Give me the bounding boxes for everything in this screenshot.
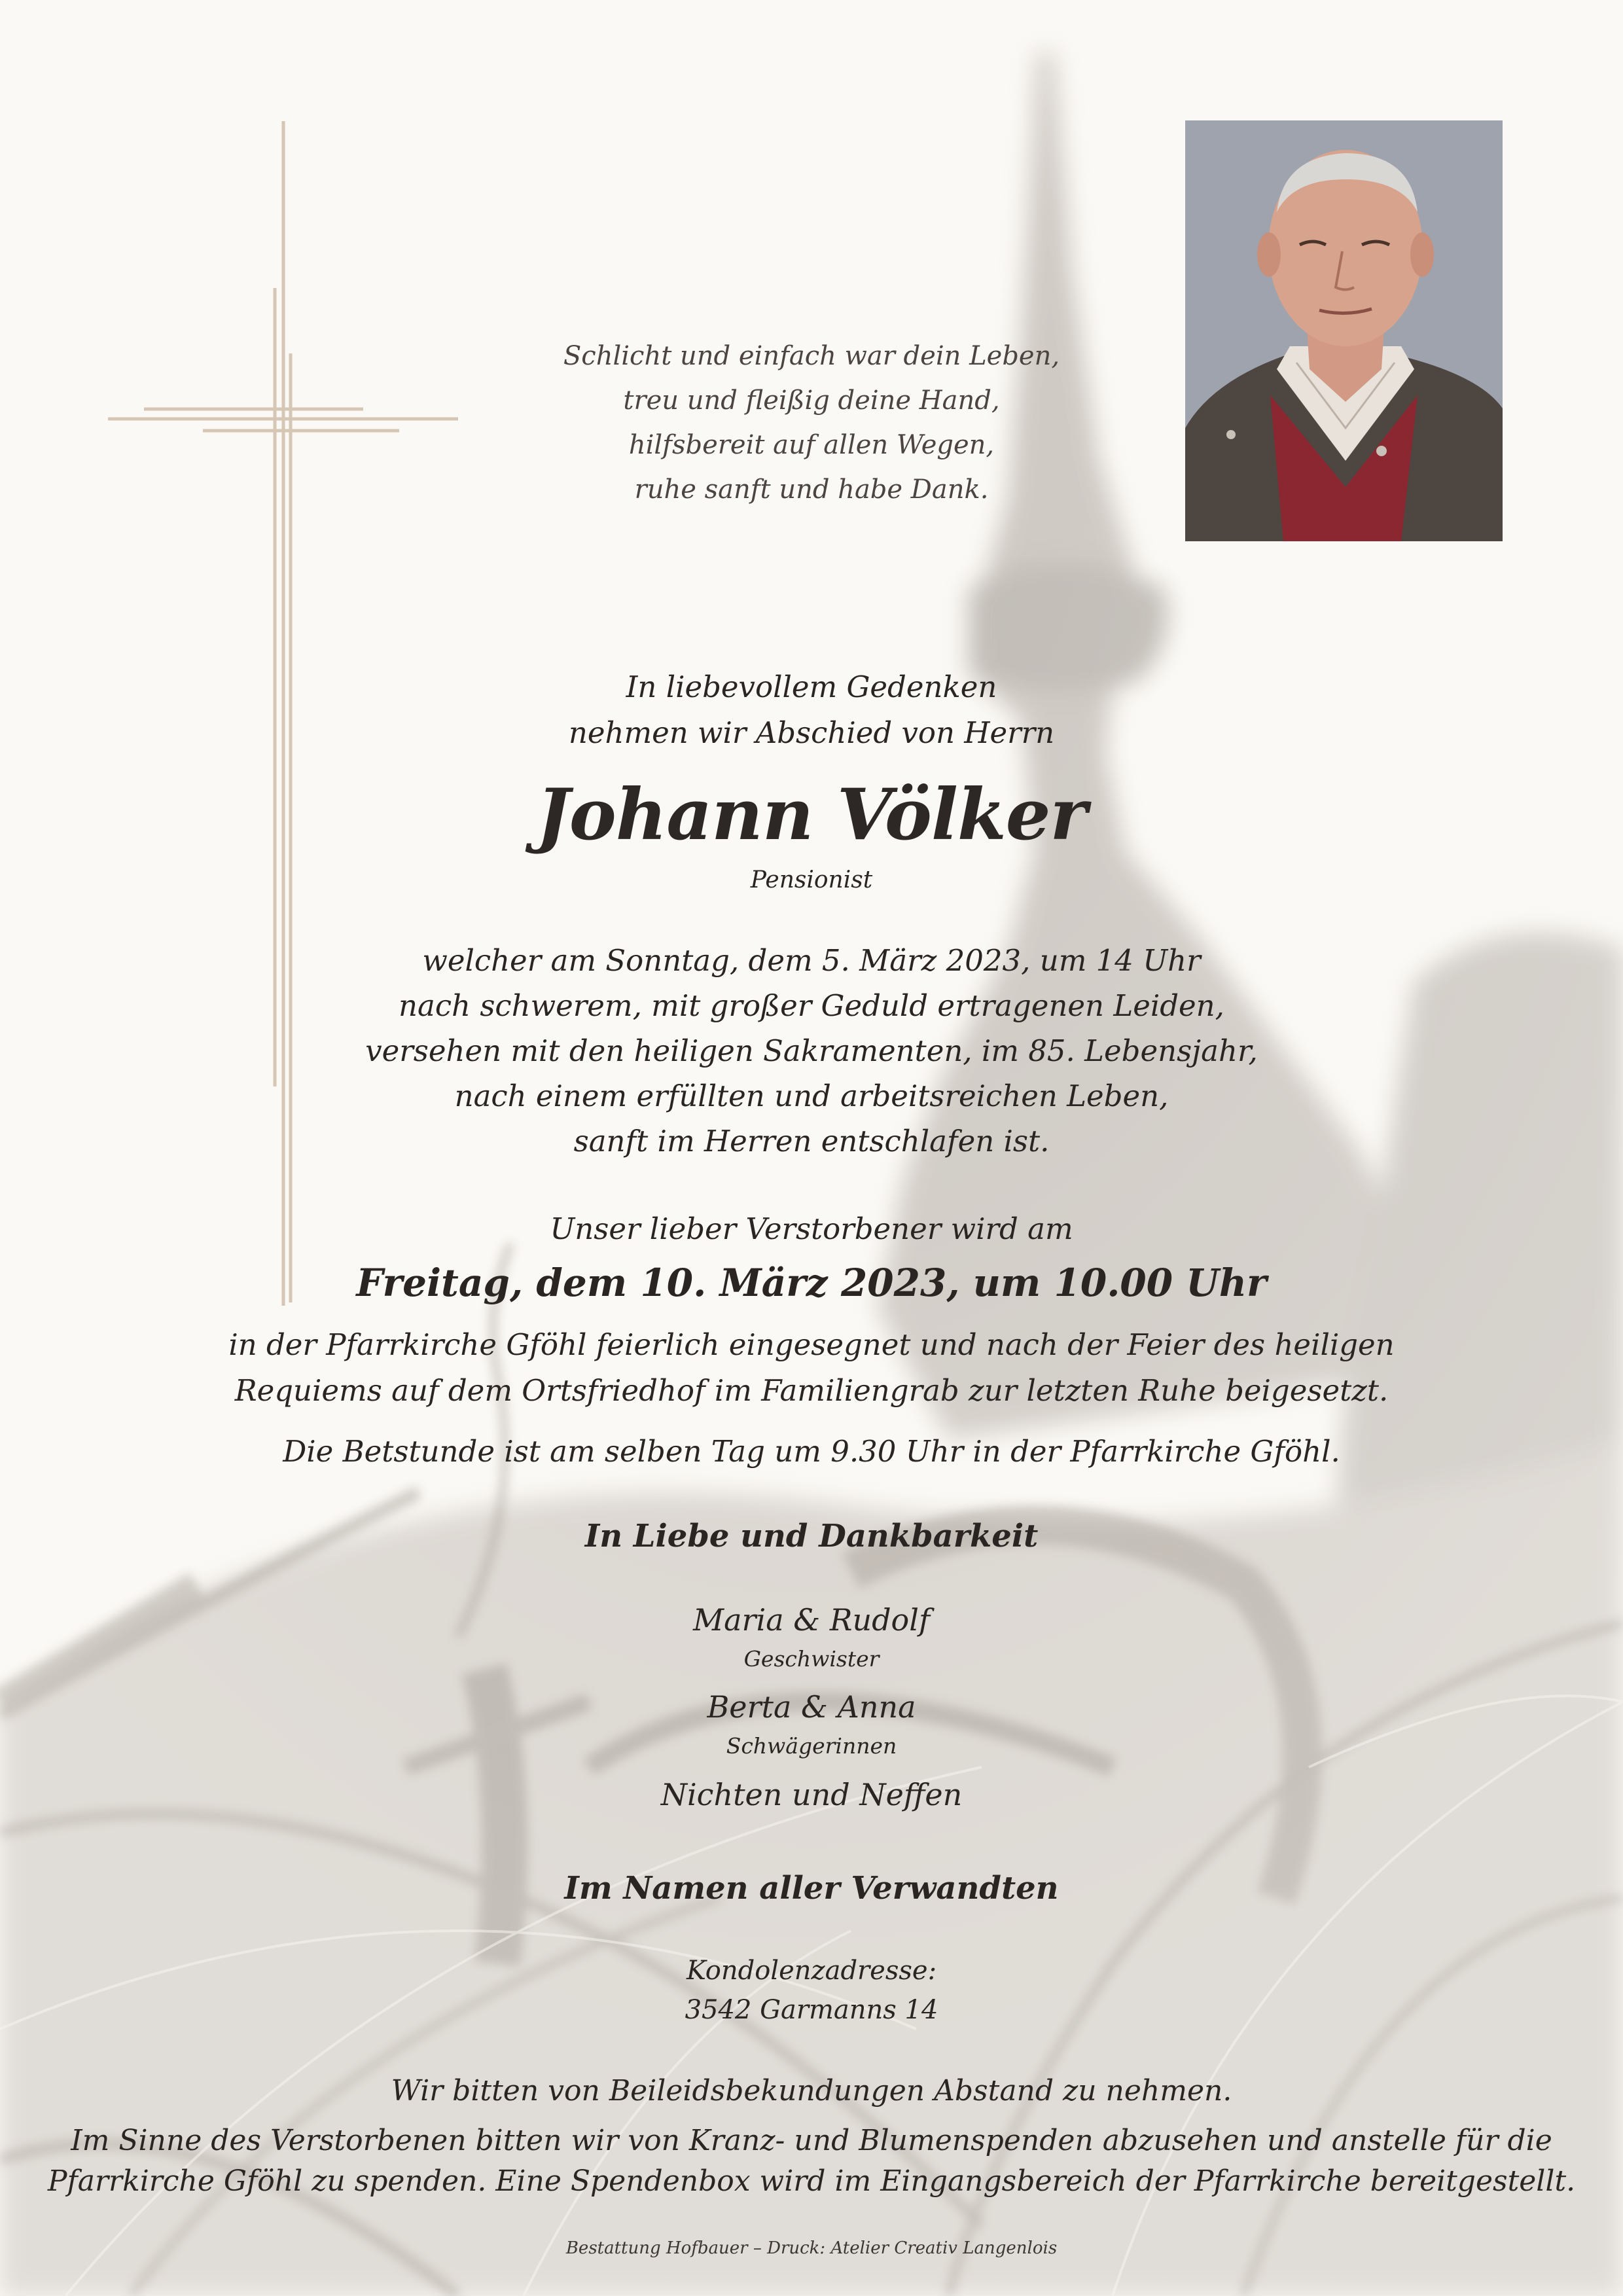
donation-request-line: Pfarrkirche Gföhl zu spenden. Eine Spendenbox wird im Eingangsbereich der Pfarrkirche bereitgestellt. xyxy=(47,2164,1576,2198)
death-notice-line: nach schwerem, mit großer Geduld ertragenen Leiden, xyxy=(399,988,1224,1023)
prayer-service: Die Betstunde ist am selben Tag um 9.30 Uhr in der Pfarrkirche Gföhl. xyxy=(283,1434,1340,1469)
mourner-name: Nichten und Neffen xyxy=(660,1777,963,1812)
poem-line: Schlicht und einfach war dein Leben, xyxy=(563,341,1060,371)
funeral-intro: Unser lieber Verstorbener wird am xyxy=(550,1211,1073,1246)
funeral-date: Freitag, dem 10. März 2023, um 10.00 Uhr xyxy=(356,1261,1267,1305)
mourner-name: Berta & Anna xyxy=(707,1689,916,1725)
poem-line: hilfsbereit auf allen Wegen, xyxy=(628,430,995,460)
mourner-relation: Schwägerinnen xyxy=(726,1733,897,1759)
death-notice-line: nach einem erfüllten und arbeitsreichen Leben, xyxy=(454,1079,1169,1113)
poem-line: ruhe sanft und habe Dank. xyxy=(634,475,989,505)
death-notice-line: welcher am Sonntag, dem 5. März 2023, um 14 Uhr xyxy=(422,943,1201,978)
intro-line-1: In liebevollem Gedenken xyxy=(626,670,997,704)
poem-line: treu und fleißig deine Hand, xyxy=(623,386,1000,416)
mourners-heading: In Liebe und Dankbarkeit xyxy=(584,1518,1039,1554)
funeral-text xyxy=(0,1322,1623,1414)
mourner-relation: Geschwister xyxy=(743,1646,880,1672)
condolence-request: Wir bitten von Beileidsbekundungen Abstand zu nehmen. xyxy=(391,2074,1232,2108)
printer-footer: Bestattung Hofbauer – Druck: Atelier Creativ Langenlois xyxy=(565,2238,1058,2258)
funeral-text-line: in der Pfarrkirche Gföhl feierlich eingesegnet und nach der Feier des heiligen xyxy=(228,1327,1395,1362)
death-notice-line: versehen mit den heiligen Sakramenten, im 85. Lebensjahr, xyxy=(365,1033,1258,1068)
memorial-poem xyxy=(288,334,1335,512)
death-notice xyxy=(0,938,1623,1164)
deceased-occupation: Pensionist xyxy=(750,867,873,893)
condolence-address: 3542 Garmanns 14 xyxy=(685,1995,938,2025)
mourner-name: Maria & Rudolf xyxy=(693,1602,930,1638)
donation-request xyxy=(0,2121,1623,2202)
condolence-label: Kondolenzadresse: xyxy=(686,1956,937,1986)
donation-request-line: Im Sinne des Verstorbenen bitten wir von Kranz- und Blumenspenden abzusehen und anstelle für die xyxy=(71,2124,1552,2157)
mourners-closing: Im Namen aller Verwandten xyxy=(564,1870,1059,1907)
deceased-name: Johann Völker xyxy=(536,774,1087,856)
intro-line-2: nehmen wir Abschied von Herrn xyxy=(568,715,1055,750)
funeral-text-line: Requiems auf dem Ortsfriedhof im Familiengrab zur letzten Ruhe beigesetzt. xyxy=(234,1373,1389,1408)
intro-text xyxy=(0,664,1623,756)
death-notice-line: sanft im Herren entschlafen ist. xyxy=(573,1124,1050,1158)
